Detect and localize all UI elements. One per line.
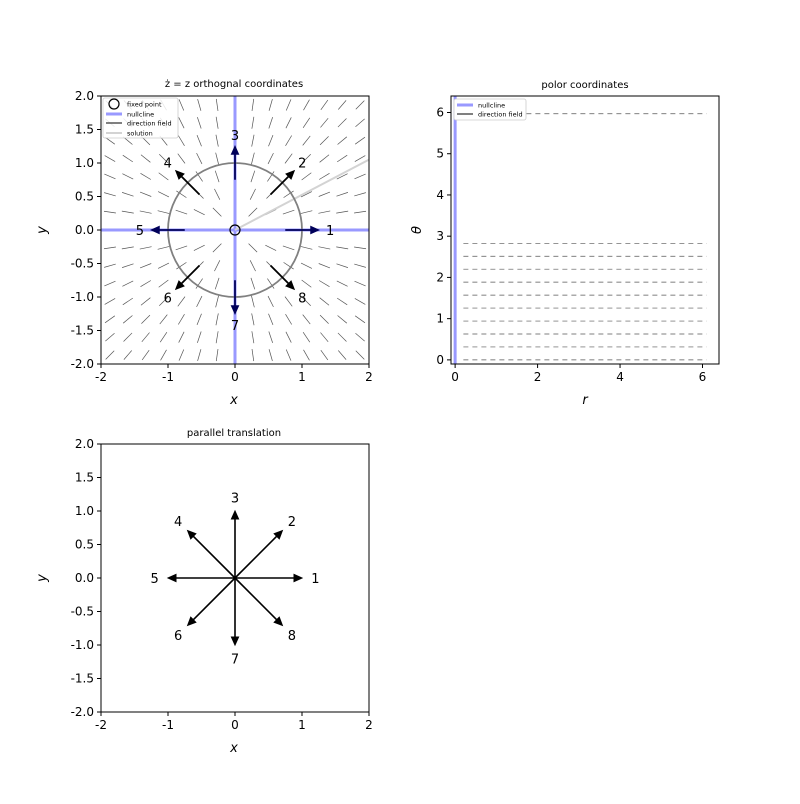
- legend: [454, 99, 526, 120]
- arrow-label-3: 3: [230, 128, 240, 144]
- direction-field-segment: [303, 332, 310, 342]
- direction-field-segment: [354, 247, 366, 249]
- legend: [103, 98, 178, 138]
- direction-field-segment: [319, 192, 330, 196]
- direction-field-segment: [123, 315, 132, 323]
- y-tick-label: 0.0: [74, 223, 94, 237]
- direction-field-segment: [251, 296, 254, 308]
- y-tick-label: -0.5: [70, 604, 94, 619]
- direction-field-segment: [104, 247, 116, 249]
- direction-field-segment: [194, 245, 205, 250]
- direction-field-segment: [140, 211, 152, 213]
- direction-field-segment: [176, 210, 187, 214]
- direction-field-segment: [250, 260, 255, 271]
- direction-field-segment: [336, 211, 348, 213]
- direction-field-segment: [176, 246, 187, 250]
- direction-field-segment: [303, 315, 311, 324]
- parallel-xlabel: x: [230, 741, 238, 756]
- direction-field-segment: [318, 247, 330, 249]
- x-tick-label: 2: [365, 370, 373, 384]
- parallel-panel: [35, 428, 373, 756]
- direction-field-segment: [354, 264, 366, 267]
- direction-field-segment: [142, 333, 150, 342]
- direction-field-segment: [319, 173, 329, 179]
- direction-field-segment: [104, 193, 116, 196]
- direction-field-segment: [158, 246, 170, 249]
- direction-field-segment: [197, 135, 201, 146]
- direction-field-segment: [216, 349, 218, 361]
- direction-field-segment: [338, 137, 347, 145]
- y-tick-label: 1: [436, 311, 444, 326]
- direction-field-segment: [178, 297, 185, 307]
- direction-field-segment: [214, 189, 219, 200]
- direction-field-segment: [216, 135, 218, 147]
- direction-field-segment: [140, 247, 152, 249]
- direction-field-segment: [178, 135, 184, 145]
- direction-field-segment: [355, 281, 366, 286]
- direction-field-segment: [320, 333, 328, 342]
- legend-label: direction field: [127, 119, 172, 128]
- direction-field-segment: [178, 154, 185, 164]
- direction-field-segment: [105, 298, 115, 304]
- y-tick-label: 2: [436, 270, 444, 285]
- y-tick-label: 2.0: [74, 437, 94, 451]
- direction-field-segment: [158, 263, 169, 268]
- direction-field-segment: [249, 244, 258, 253]
- y-tick-label: 0.5: [74, 189, 94, 204]
- y-tick-label: -1.0: [70, 290, 94, 304]
- direction-field-segment: [301, 211, 313, 214]
- direction-field-segment: [355, 137, 365, 144]
- direction-field-segment: [216, 313, 218, 325]
- orthogonal-title: ż = z orthognal coordinates: [164, 79, 304, 90]
- direction-arrow-8: [271, 266, 290, 285]
- direction-field-segment: [355, 119, 364, 127]
- direction-field-segment: [337, 155, 347, 162]
- y-tick-label: -1.5: [70, 323, 94, 338]
- y-tick-label: 1.0: [74, 156, 94, 170]
- direction-field-segment: [268, 153, 273, 164]
- direction-field-segment: [319, 263, 330, 267]
- direction-field-segment: [214, 260, 219, 271]
- direction-arrow-4: [180, 175, 199, 194]
- orthogonal-panel: [35, 79, 373, 408]
- direction-field-segment: [213, 244, 222, 253]
- direction-field-segment: [252, 135, 254, 147]
- arrow-label-6: 6: [174, 628, 183, 644]
- x-tick-label: 4: [616, 370, 624, 384]
- direction-field-segment: [268, 135, 272, 146]
- direction-field-segment: [140, 280, 150, 286]
- direction-field-segment: [338, 100, 346, 109]
- direction-field-segment: [141, 155, 150, 163]
- arrow-label-3: 3: [230, 491, 240, 507]
- x-tick-label: 1: [298, 718, 306, 732]
- arrow-label-7: 7: [230, 652, 240, 668]
- arrow-label-1: 1: [325, 224, 335, 239]
- y-tick-label: 1.5: [74, 122, 94, 137]
- arrow-label-8: 8: [298, 291, 307, 307]
- vector-arrow-4: [192, 535, 235, 578]
- direction-field-segment: [355, 298, 365, 304]
- direction-field-segment: [124, 350, 132, 359]
- direction-field-segment: [105, 156, 115, 162]
- direction-field-segment: [283, 246, 294, 250]
- direction-arrow-head-1: [311, 226, 319, 233]
- vector-arrow-head-3: [231, 511, 238, 519]
- arrow-label-8: 8: [287, 628, 296, 644]
- direction-field-segment: [122, 281, 133, 286]
- direction-field-segment: [216, 331, 218, 343]
- polar-panel: [410, 80, 719, 408]
- direction-field-segment: [106, 351, 115, 360]
- direction-field-segment: [252, 117, 254, 129]
- direction-field-segment: [269, 117, 273, 128]
- y-tick-label: 0.5: [74, 537, 94, 552]
- direction-field-segment: [265, 245, 276, 250]
- direction-field-segment: [252, 349, 254, 361]
- direction-field-segment: [104, 211, 116, 213]
- direction-field-segment: [336, 247, 348, 249]
- direction-field-segment: [269, 331, 273, 342]
- y-tick-label: 1.5: [74, 470, 94, 485]
- direction-field-segment: [142, 350, 149, 360]
- direction-arrow-head-7: [231, 306, 238, 314]
- direction-field-segment: [320, 155, 329, 163]
- direction-field-segment: [159, 280, 169, 287]
- vector-arrow-head-1: [294, 574, 302, 581]
- legend-label: nullcline: [478, 101, 506, 110]
- polar-xlabel: r: [582, 393, 588, 408]
- y-tick-label: 0.0: [74, 571, 94, 585]
- direction-field-segment: [216, 153, 219, 165]
- direction-field-segment: [285, 135, 291, 145]
- y-tick-label: 2.0: [74, 89, 94, 103]
- y-tick-label: 5: [436, 146, 444, 161]
- direction-field-segment: [179, 117, 184, 128]
- direction-field-segment: [122, 211, 134, 213]
- direction-field-segment: [216, 99, 218, 111]
- y-tick-label: 0: [436, 352, 444, 367]
- direction-field-segment: [337, 298, 347, 305]
- direction-field-segment: [158, 192, 169, 197]
- direction-field-segment: [158, 211, 170, 214]
- direction-field-segment: [338, 315, 347, 323]
- x-tick-label: 2: [533, 370, 542, 384]
- direction-field-segment: [283, 210, 294, 214]
- direction-field-segment: [197, 314, 201, 325]
- x-tick-label: 0: [231, 718, 239, 732]
- direction-field-segment: [251, 153, 254, 165]
- orthogonal-xlabel: x: [230, 393, 238, 408]
- x-tick-label: -1: [162, 718, 174, 732]
- vector-arrow-head-5: [168, 574, 176, 581]
- direction-field-segment: [122, 247, 134, 249]
- direction-field-segment: [140, 263, 151, 267]
- vector-arrow-2: [235, 535, 278, 578]
- direction-field-segment: [303, 136, 311, 145]
- direction-field-segment: [122, 174, 133, 179]
- legend-label: fixed point: [127, 100, 162, 109]
- direction-field-segment: [356, 101, 365, 110]
- direction-field-segment: [104, 281, 115, 286]
- direction-field-segment: [355, 156, 365, 162]
- y-tick-label: 3: [436, 229, 444, 244]
- x-tick-label: 1: [298, 370, 306, 384]
- direction-field-segment: [285, 314, 291, 324]
- y-tick-label: 6: [436, 105, 444, 120]
- direction-field-segment: [122, 192, 133, 196]
- direction-field-segment: [301, 263, 312, 268]
- direction-field-segment: [105, 316, 115, 323]
- direction-field-segment: [123, 155, 133, 162]
- direction-field-segment: [338, 350, 346, 359]
- direction-field-segment: [252, 99, 254, 111]
- y-tick-label: -1.0: [70, 638, 94, 652]
- direction-field-segment: [302, 280, 312, 287]
- direction-field-segment: [303, 350, 309, 360]
- x-tick-label: 2: [365, 718, 373, 732]
- direction-field-segment: [286, 350, 291, 361]
- direction-field-segment: [268, 314, 272, 325]
- parallel-ylabel: y: [35, 574, 50, 582]
- direction-field-segment: [179, 332, 184, 343]
- direction-field-segment: [197, 331, 201, 342]
- polar-ylabel: θ: [410, 226, 425, 234]
- y-tick-label: -0.5: [70, 256, 94, 271]
- direction-field-segment: [285, 297, 292, 307]
- direction-field-segment: [251, 171, 255, 182]
- legend-label: nullcline: [127, 110, 155, 119]
- x-tick-label: -2: [95, 718, 107, 732]
- direction-field-segment: [336, 264, 347, 268]
- arrow-label-5: 5: [150, 572, 159, 587]
- polar-title: polor coordinates: [541, 80, 629, 91]
- legend-label: solution: [127, 129, 153, 138]
- direction-field-segment: [336, 192, 347, 196]
- direction-arrow-2: [271, 175, 290, 194]
- direction-field-segment: [198, 99, 201, 111]
- direction-field-segment: [160, 332, 167, 342]
- vector-arrow-8: [235, 578, 278, 621]
- arrow-label-5: 5: [135, 224, 145, 239]
- direction-field-segment: [216, 296, 219, 308]
- direction-field-segment: [197, 296, 202, 307]
- y-tick-label: -2.0: [70, 705, 94, 719]
- arrow-label-7: 7: [230, 319, 240, 335]
- x-tick-label: 0: [231, 370, 239, 384]
- direction-field-segment: [252, 313, 254, 325]
- direction-field-segment: [140, 173, 150, 179]
- y-tick-label: 1.0: [74, 504, 94, 518]
- direction-field-segment: [303, 100, 309, 110]
- direction-field-segment: [159, 173, 169, 180]
- y-tick-label: 4: [436, 187, 444, 202]
- direction-field-segment: [286, 99, 291, 110]
- direction-field-segment: [252, 331, 254, 343]
- direction-field-segment: [104, 174, 115, 179]
- direction-field-segment: [269, 99, 272, 111]
- direction-field-segment: [338, 333, 347, 342]
- direction-field-segment: [197, 117, 201, 128]
- direction-field-segment: [249, 208, 258, 217]
- direction-field-segment: [302, 173, 312, 180]
- arrow-label-4: 4: [163, 156, 172, 172]
- arrow-label-2: 2: [287, 515, 296, 531]
- direction-field-segment: [104, 264, 116, 267]
- direction-field-segment: [178, 314, 184, 324]
- direction-field-segment: [179, 350, 184, 361]
- direction-field-segment: [123, 298, 133, 305]
- direction-field-segment: [321, 350, 328, 360]
- direction-arrow-head-5: [151, 226, 159, 233]
- vector-arrow-head-7: [231, 637, 238, 645]
- arrow-label-4: 4: [174, 515, 183, 531]
- direction-field-segment: [356, 351, 365, 360]
- direction-field-segment: [354, 193, 366, 196]
- direction-field-segment: [216, 117, 218, 129]
- direction-field-segment: [160, 315, 168, 324]
- direction-field-segment: [197, 153, 202, 164]
- direction-field-segment: [269, 349, 272, 361]
- direction-field-segment: [337, 281, 348, 286]
- direction-field-segment: [320, 136, 329, 145]
- direction-field-segment: [161, 350, 167, 360]
- direction-field-segment: [319, 280, 329, 286]
- direction-field-segment: [215, 278, 219, 289]
- direction-field-segment: [286, 332, 291, 343]
- direction-field-segment: [338, 119, 347, 128]
- direction-field-segment: [321, 100, 328, 110]
- parallel-title: parallel translation: [186, 428, 282, 439]
- direction-field-segment: [194, 209, 205, 214]
- direction-arrow-6: [180, 266, 199, 285]
- direction-field-segment: [141, 315, 150, 324]
- legend-label: direction field: [478, 110, 523, 119]
- direction-field-segment: [251, 278, 255, 289]
- direction-field-segment: [355, 316, 365, 323]
- orthogonal-ylabel: y: [35, 226, 50, 234]
- direction-field-segment: [354, 211, 366, 213]
- vector-arrow-6: [192, 578, 235, 621]
- direction-field-segment: [124, 333, 133, 342]
- direction-field-segment: [318, 211, 330, 213]
- direction-field-segment: [250, 189, 255, 200]
- direction-field-segment: [303, 118, 310, 128]
- x-tick-label: -1: [162, 370, 174, 384]
- plot-frame: [451, 96, 719, 364]
- x-tick-label: 6: [698, 370, 707, 384]
- direction-field-segment: [215, 171, 219, 182]
- arrow-label-6: 6: [163, 291, 172, 307]
- arrow-label-1: 1: [311, 572, 320, 587]
- direction-field-segment: [213, 208, 222, 217]
- x-tick-label: 0: [451, 370, 459, 384]
- direction-field-segment: [355, 174, 366, 179]
- direction-field-segment: [122, 264, 133, 268]
- y-tick-label: -2.0: [70, 357, 94, 371]
- direction-field-segment: [301, 246, 313, 249]
- direction-arrow-head-3: [231, 146, 238, 154]
- direction-field-segment: [268, 296, 273, 307]
- direction-field-segment: [320, 118, 328, 127]
- direction-field-segment: [285, 154, 292, 164]
- direction-field-segment: [105, 333, 114, 341]
- x-tick-label: -2: [95, 370, 107, 384]
- direction-field-segment: [286, 117, 291, 128]
- direction-field-segment: [320, 315, 329, 324]
- direction-field-segment: [140, 192, 151, 196]
- direction-field-segment: [320, 298, 329, 306]
- direction-field-segment: [198, 349, 201, 361]
- arrow-label-2: 2: [298, 156, 307, 172]
- direction-field-segment: [355, 333, 364, 341]
- y-tick-label: -1.5: [70, 671, 94, 686]
- direction-field-segment: [179, 99, 184, 110]
- direction-field-segment: [141, 298, 150, 306]
